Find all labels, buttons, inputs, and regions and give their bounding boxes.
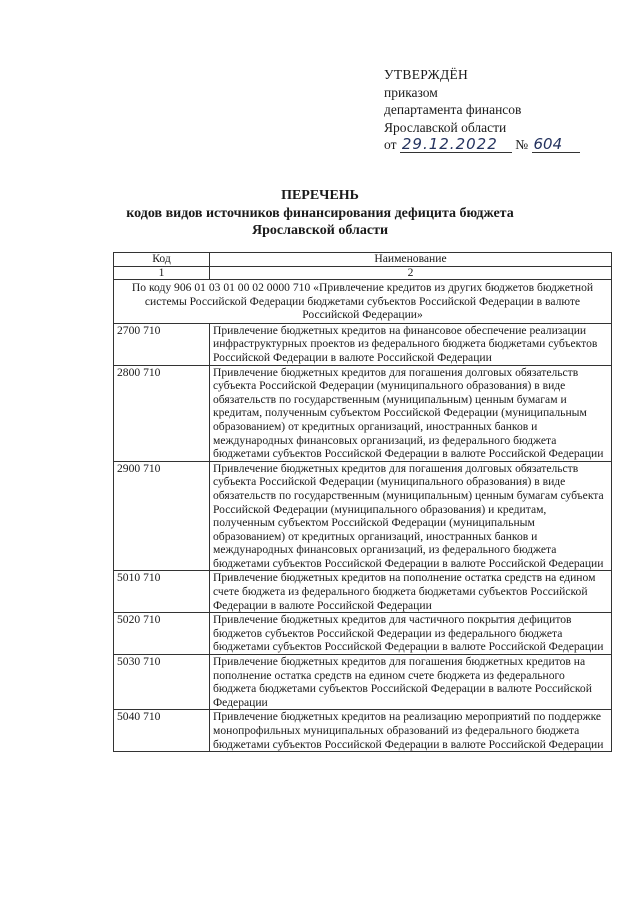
number-sign: № [515, 137, 529, 152]
approval-date-line [384, 136, 580, 154]
table-header-row [114, 253, 612, 267]
approval-heading: УТВЕРЖДЁН [384, 67, 469, 82]
row-code: 5030 710 [114, 655, 210, 710]
row-code: 5040 710 [114, 710, 210, 752]
column-number-1: 1 [114, 266, 210, 280]
title-line-1: ПЕРЕЧЕНЬ [281, 188, 359, 203]
date-prefix: от [384, 137, 397, 152]
group-heading: По коду 906 01 03 01 00 02 0000 710 «Привлечение кредитов из других бюджетов бюджетной системы Российской Федерации бюджетами субъектов Российской Федерации в валюте Российской Федерации» [114, 280, 612, 324]
title-line-2: кодов видов источников финансирования дефицита бюджета [126, 205, 514, 221]
approval-date-handwritten: 29.12.2022 [400, 137, 512, 153]
title-line-3: Ярославской области [251, 223, 389, 238]
row-name: Привлечение бюджетных кредитов на пополнение остатка средств на едином счете бюджета из федерального бюджета бюджетами субъектов Российской Федерации в валюте Российской Федерации [210, 571, 612, 613]
document-title [0, 187, 640, 240]
table-row [114, 571, 612, 613]
row-name: Привлечение бюджетных кредитов для частичного покрытия дефицитов бюджетов субъектов Российской Федерации из федерального бюджета бюджетами субъектов Российской Федерации в валюте Российской Федерации [210, 613, 612, 655]
row-name: Привлечение бюджетных кредитов на финансовое обеспечение реализации инфраструктурных проектов из федерального бюджета бюджетами субъектов Российской Федерации в валюте Российской Федерации [210, 323, 612, 365]
table-row [114, 710, 612, 752]
group-heading-row [114, 280, 612, 324]
row-code: 5020 710 [114, 613, 210, 655]
table-row [114, 461, 612, 571]
row-code: 2800 710 [114, 365, 210, 461]
table-row [114, 655, 612, 710]
column-number-row [114, 266, 612, 280]
row-code: 5010 710 [114, 571, 210, 613]
table-row [114, 365, 612, 461]
table-row [114, 613, 612, 655]
table-row [114, 323, 612, 365]
row-name: Привлечение бюджетных кредитов для погашения долговых обязательств субъекта Российской Федерации (муниципального образования) в виде обязательств по государственным (муниципальным) ценным бумагам и кредитам, полученным субъектом Российской Федерации (муниципальным образованием) от кредитных организаций, иностранных банков и международных финансовых организаций, из федерального бюджета бюджетами субъектов Российской Федерации в валюте Российской Федерации [210, 365, 612, 461]
approval-number-handwritten: 604 [532, 137, 580, 153]
approval-department: департамента финансов [384, 102, 522, 117]
approval-stamp [384, 66, 580, 154]
header-name: Наименование [210, 253, 612, 267]
row-code: 2700 710 [114, 323, 210, 365]
row-name: Привлечение бюджетных кредитов для погашения долговых обязательств субъекта Российской Федерации (муниципального образования) в виде обязательств по государственным (муниципальным) ценным бумагам субъекта Российской Федерации (муниципального образования) и кредитам, полученным субъектом Российской Федерации (муниципальным образованием) от кредитных организаций, иностранных банков и международных финансовых организаций, из федерального бюджета бюджетами субъектов Российской Федерации в валюте Российской Федерации [210, 461, 612, 571]
codes-table [113, 252, 612, 752]
row-name: Привлечение бюджетных кредитов на реализацию мероприятий по поддержке монопрофильных муниципальных образований из федерального бюджета бюджетами субъектов Российской Федерации в валюте Российской Федерации [210, 710, 612, 752]
header-code: Код [114, 253, 210, 267]
row-name: Привлечение бюджетных кредитов для погашения бюджетных кредитов на пополнение остатка средств на едином счете бюджета из федерального бюджета бюджетами субъектов Российской Федерации в валюте Российской Федерации [210, 655, 612, 710]
approval-region: Ярославской области [384, 119, 507, 135]
approval-order-label: приказом [384, 84, 438, 100]
column-number-2: 2 [210, 266, 612, 280]
row-code: 2900 710 [114, 461, 210, 571]
